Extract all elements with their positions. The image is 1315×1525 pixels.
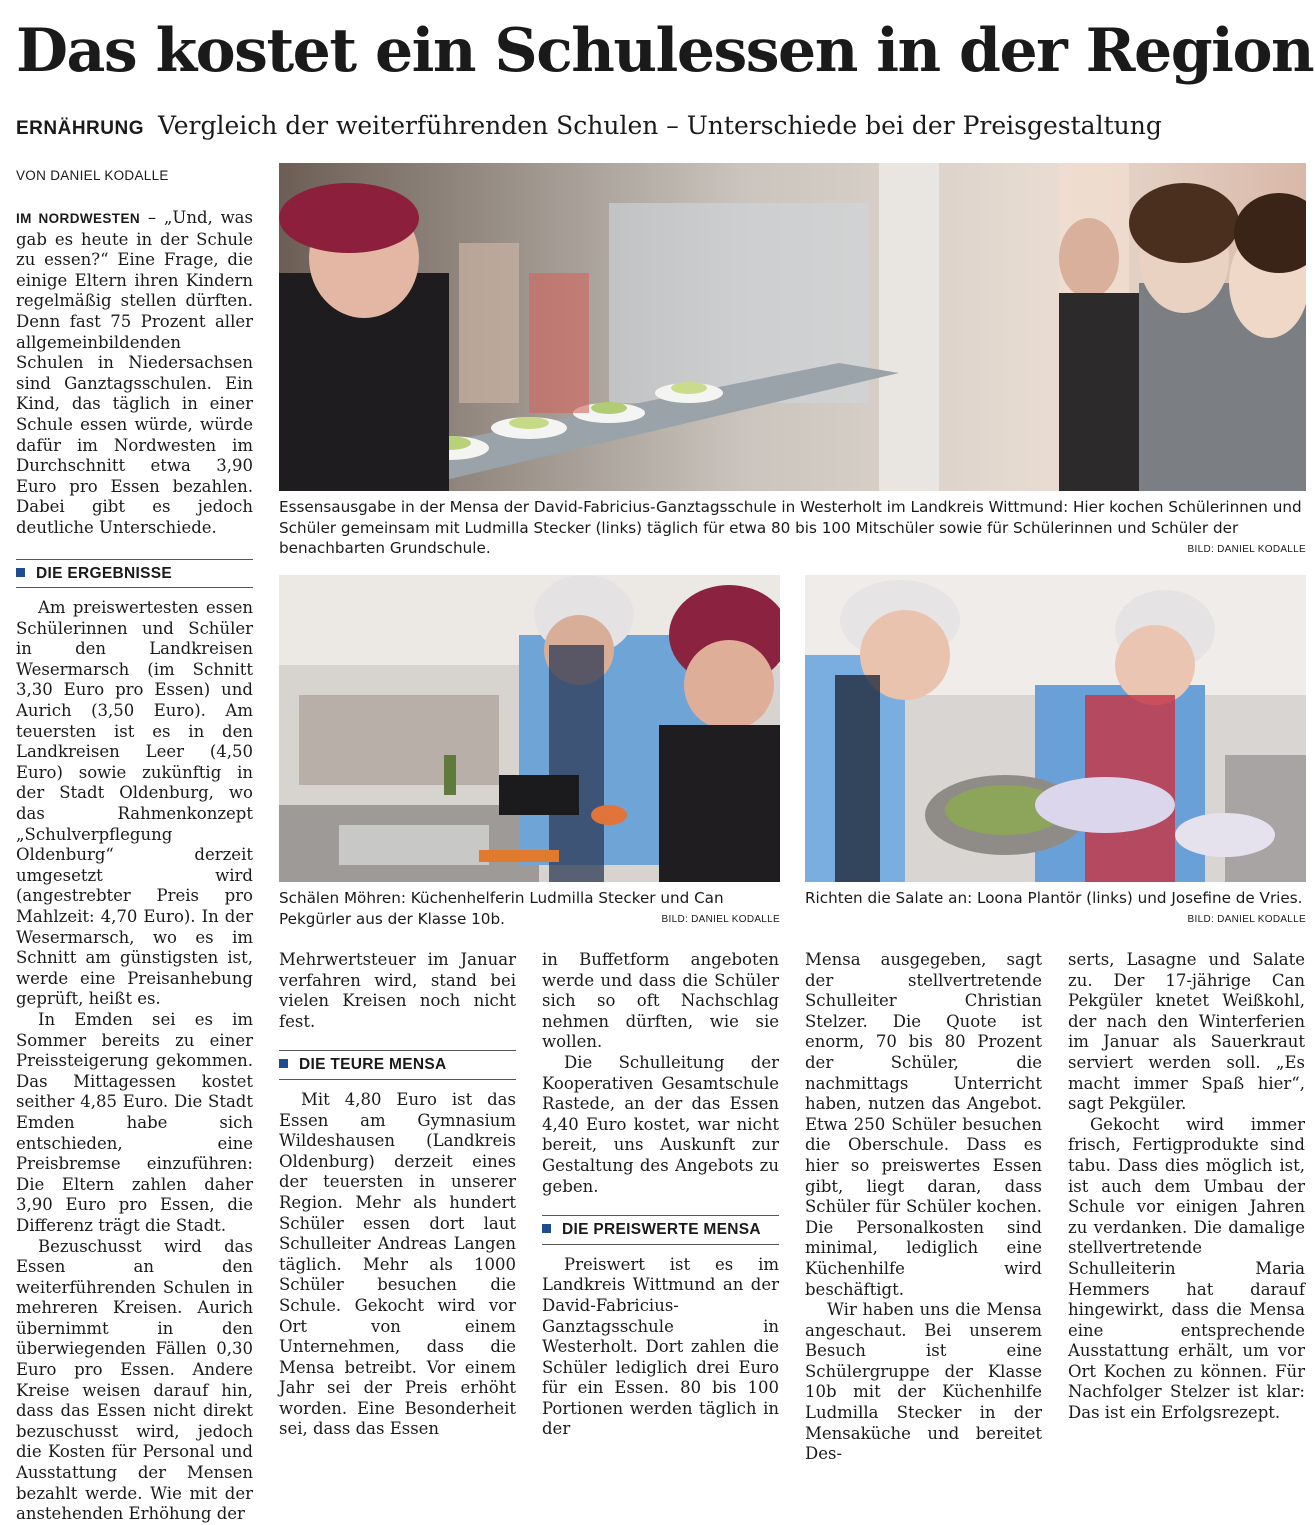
- section-marker-icon: [279, 1059, 288, 1068]
- ergebnisse-paragraph-1: Am preiswertesten essen Schülerinnen und Schüler in den Landkreisen Wesermarsch (im Schnitt 3,30 Euro pro Essen) und Aurich (3,50 Euro). Am teuersten ist es in den Landkreisen Leer (4,50 Euro) sowie zukünftig in der Stadt Oldenburg, wo das Rahmenkonzept „Schulverpflegung Oldenburg“ derzeit umgesetzt wird (angestrebter Preis pro Mahlzeit: 4,70 Euro). In der Wesermarsch, wo es im Schnitt am günstigsten ist, werde eine Preisanhebung geprüft, heißt es.: [16, 598, 253, 1009]
- preiswerte-paragraph-5: Gekocht wird immer frisch, Fertigprodukte sind tabu. Dass dies möglich ist, ist auch dem Umbau der Schule vor einigen Jahren zu verdanken. Die damalige stellvertretende Schulleiterin Maria Hemmers hat darauf hingewirkt, dass die Mensa eine entsprechende Ausstattung erhält, um vor Ort Kochen zu können. Für Nachfolger Stelzer ist klar: Das ist ein Erfolgsrezept.: [1068, 1114, 1305, 1423]
- teure-paragraph-3: Die Schulleitung der Kooperativen Gesamtschule Rastede, an der das Essen 4,40 Euro kostet, war nicht bereit, uns Auskunft zur Gestaltung des Angebots zu geben.: [542, 1052, 779, 1196]
- preiswerte-paragraph-3: Wir haben uns die Mensa angeschaut. Bei unserem Besuch ist eine Schülergruppe der Klasse 10b mit der Küchenhilfe Ludmilla Stecker in der Mensaküche und bereitet Des-: [805, 1300, 1042, 1464]
- photo-peeling-carrots: [279, 575, 780, 882]
- article-headline: Das kostet ein Schulessen in der Region: [16, 16, 1314, 86]
- lead-text: – „Und, was gab es heute in der Schule zu essen?“ Eine Frage, die einige Eltern ihren Kindern regelmäßig stellen dürften. Denn fast 75 Prozent aller allgemeinbildenden Schulen in Niedersachsen sind Ganztagsschulen. Ein Kind, das täglich in einer Schule essen würde, würde dafür im Nordwesten im Durchschnitt etwa 3,90 Euro pro Essen bezahlen. Dabei gibt es jedoch deutliche Unterschiede.: [16, 208, 253, 537]
- section-heading-ergebnisse: DIE ERGEBNISSE: [16, 559, 253, 589]
- teure-paragraph-2: in Buffetform angeboten werde und dass die Schüler sich so oft Nachschlag nehmen dürften, wie sie wollen.: [542, 950, 779, 1052]
- teure-paragraph-1: Mit 4,80 Euro ist das Essen am Gymnasium Wildeshausen (Landkreis Oldenburg) derzeit eines der teuersten in unserer Region. Mehr als hundert Schüler essen dort laut Schulleiter Andreas Langen täglich. Mehr als 1000 Schüler besuchen die Schule. Gekocht wird vor Ort von einem Unternehmen, dass die Mensa betreibt. Vor einem Jahr sei der Preis erhöht worden. Eine Besonderheit sei, dass das Essen: [279, 1089, 516, 1439]
- ergebnisse-paragraph-4: Mehrwertsteuer im Januar verfahren wird, stand bei vielen Kreisen noch nicht fest.: [279, 950, 516, 1031]
- section-marker-icon: [542, 1224, 551, 1233]
- byline: VON DANIEL KODALLE: [16, 168, 169, 183]
- article-subheadline: [16, 108, 1306, 147]
- preiswerte-paragraph-2: Mensa ausgegeben, sagt der stellvertretende Schulleiter Christian Stelzer. Die Quote ist enorm, 70 bis 80 Prozent der Schüler, die nachmittags Unterricht haben, nutzen das Angebot. Etwa 250 Schüler besuchen die Oberschule. Dass es hier so preiswertes Essen gibt, liegt daran, dass Schüler für Schüler kochen. Die Personalkosten sind minimal, lediglich eine Küchenhilfe wird beschäftigt.: [805, 950, 1042, 1299]
- subheadline-text: Vergleich der weiterführenden Schulen – Unterschiede bei der Preisgestaltung: [157, 111, 1162, 140]
- photo-peeling-carrots-caption: Schälen Möhren: Küchenhelferin Ludmilla Stecker und Can Pekgürler aus der Klasse 10b.: [279, 889, 724, 928]
- topic-kicker: ERNÄHRUNG: [16, 118, 144, 139]
- photo-mensa-serving: [279, 163, 1306, 491]
- photo-mensa-serving-credit: BILD: DANIEL KODALLE: [1187, 544, 1306, 555]
- photo-salad-prep: [805, 575, 1306, 882]
- dateline: IM NORDWESTEN: [16, 211, 141, 226]
- section-heading-preiswerte-mensa: DIE PREISWERTE MENSA: [542, 1215, 779, 1245]
- photo-peeling-carrots-credit: BILD: DANIEL KODALLE: [661, 914, 780, 925]
- preiswerte-paragraph-4: serts, Lasagne und Salate zu. Der 17-jährige Can Pekgüler knetet Weißkohl, der nach den Winterferien im Januar als Sauerkraut serviert werden soll. „Es macht immer Spaß hier“, sagt Pekgüler.: [1068, 950, 1305, 1114]
- photo-mensa-serving-caption: Essensausgabe in der Mensa der David-Fabricius-Ganztagsschule in Westerholt im Landkreis Wittmund: Hier kochen Schülerinnen und Schüler gemeinsam mit Ludmilla Stecker (links) täglich für etwa 80 bis 100 Mitschüler sowie für Schülerinnen und Schüler der benachbarten Grundschule.: [279, 498, 1302, 557]
- section-marker-icon: [16, 568, 25, 577]
- ergebnisse-paragraph-3: Bezuschusst wird das Essen an den weiterführenden Schulen in mehreren Kreisen. Aurich übernimmt in den überwiegenden Fällen 0,30 Euro pro Essen. Andere Kreise weisen darauf hin, dass das Essen nicht direkt bezuschusst wird, jedoch die Kosten für Personal und Ausstattung der Mensen bezahlt werde. Wie mit der anstehenden Erhöhung der: [16, 1236, 253, 1524]
- ergebnisse-paragraph-2: In Emden sei es im Sommer bereits zu einer Preissteigerung gekommen. Das Mittagessen kostet seither 4,85 Euro. Die Stadt Emden habe sich entschieden, eine Preisbremse einzuführen: Die Eltern zahlen daher 3,90 Euro pro Essen, die Differenz trägt die Stadt.: [16, 1009, 253, 1235]
- column-2: [279, 950, 516, 1440]
- photo-salad-prep-caption: Richten die Salate an: Loona Plantör (links) und Josefine de Vries.: [805, 889, 1303, 907]
- lead-paragraph: [16, 208, 253, 539]
- photo-salad-prep-credit: BILD: DANIEL KODALLE: [1187, 914, 1306, 925]
- preiswerte-paragraph-1: Preiswert ist es im Landkreis Wittmund an der David-Fabricius-Ganztagsschule in Westerholt. Dort zahlen die Schüler lediglich drei Euro für ein Essen. 80 bis 100 Portionen werden täglich in der: [542, 1254, 779, 1439]
- column-3: [542, 950, 779, 1440]
- column-4: [805, 950, 1042, 1465]
- column-5: [1068, 950, 1305, 1424]
- section-heading-teure-mensa: DIE TEURE MENSA: [279, 1050, 516, 1080]
- column-1: [16, 208, 253, 1525]
